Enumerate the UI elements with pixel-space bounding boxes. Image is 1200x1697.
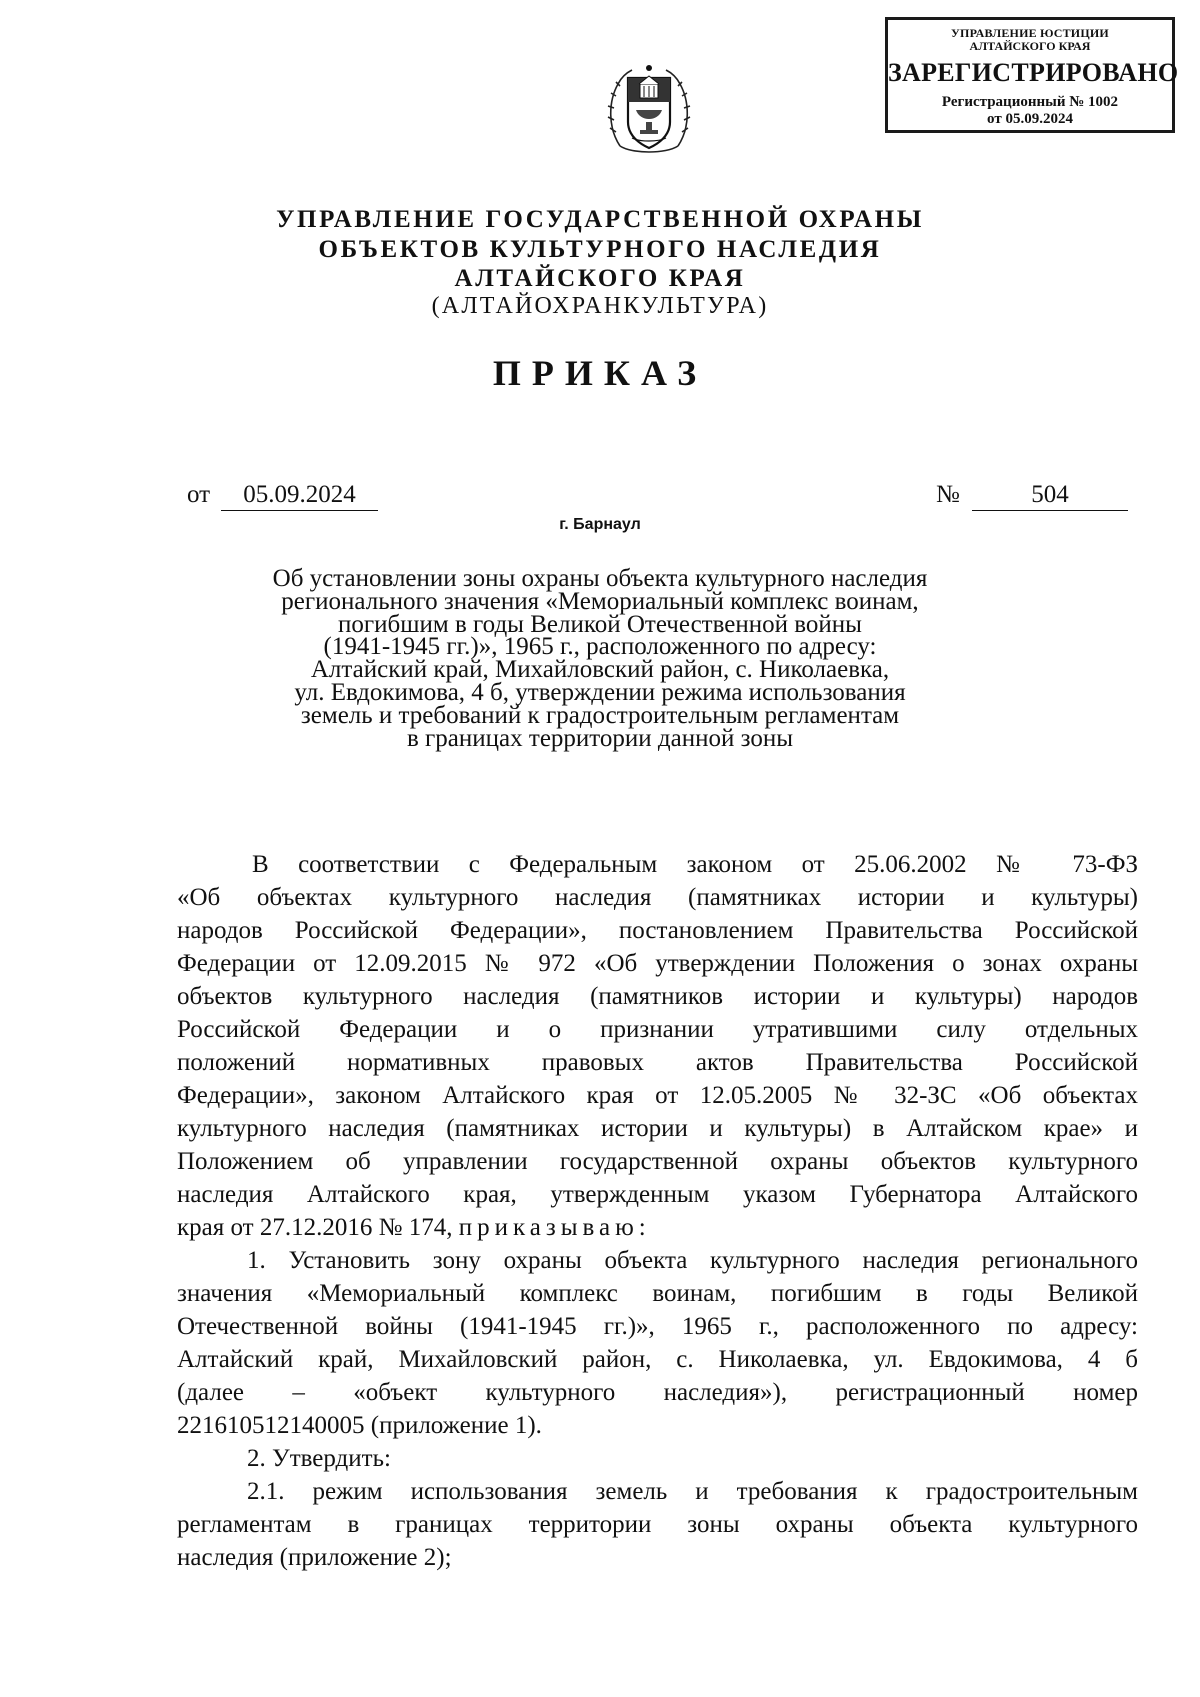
- body-line: (далее – «объект культурного наследия»), регистрационный номер: [177, 1379, 1138, 1406]
- agency-name-line2: ОБЪЕКТОВ КУЛЬТУРНОГО НАСЛЕДИЯ: [318, 236, 882, 263]
- body-line: наследия (приложение 2);: [177, 1544, 452, 1571]
- coat-of-arms-icon: [606, 62, 692, 160]
- body-line: 2.1. режим использования земель и требования к градостроительным: [247, 1478, 1138, 1505]
- body-line: Федерации», законом Алтайского края от 12.05.2005 № 32-ЗС «Об объектах: [177, 1082, 1138, 1109]
- subject-line: ул. Евдокимова, 4 б, утверждении режима использования: [294, 678, 906, 706]
- body-line: наследия Алтайского края, утвержденным указом Губернатора Алтайского: [177, 1181, 1138, 1208]
- body-line: Российской Федерации и о признании утратившими силу отдельных: [177, 1016, 1138, 1043]
- date-label: от: [187, 481, 211, 508]
- stamp-date: от 05.09.2024: [987, 111, 1073, 127]
- body-line: 221610512140005 (приложение 1).: [177, 1412, 542, 1439]
- document-subject: [0, 565, 1200, 752]
- subject-line: земель и требований к градостроительным регламентам: [300, 701, 900, 729]
- agency-name-line3: АЛТАЙСКОГО КРАЯ: [454, 265, 746, 292]
- body-line: В соответствии с Федеральным законом от 25.06.2002 № 73-ФЗ: [252, 851, 1138, 878]
- body-line: народов Российской Федерации», постановлением Правительства Российской: [177, 917, 1138, 944]
- body-line: Положением об управлении государственной охраны объектов культурного: [177, 1148, 1138, 1175]
- body-line: культурного наследия (памятниках истории и культуры) в Алтайском крае» и: [177, 1115, 1138, 1142]
- stamp-reg-number: Регистрационный № 1002: [941, 94, 1119, 110]
- document-date: 05.09.2024: [221, 480, 378, 511]
- subject-line: (1941-1945 гг.)», 1965 г., расположенного по адресу:: [323, 633, 877, 661]
- body-line: положений нормативных правовых актов Правительства Российской: [177, 1049, 1138, 1076]
- body-line: объектов культурного наследия (памятников истории и культуры) народов: [177, 983, 1138, 1010]
- subject-line: погибшим в годы Великой Отечественной войны: [338, 610, 862, 638]
- body-line: [177, 1211, 1138, 1244]
- document-type-title: ПРИКАЗ: [492, 353, 708, 393]
- stamp-authority-line1: УПРАВЛЕНИЕ ЮСТИЦИИ: [951, 26, 1109, 40]
- body-line: Федерации от 12.09.2015 № 972 «Об утверждении Положения о зонах охраны: [177, 950, 1138, 977]
- body-line: «Об объектах культурного наследия (памятниках истории и культуры): [177, 884, 1138, 911]
- agency-short-name: (АЛТАЙОХРАНКУЛЬТУРА): [431, 293, 769, 319]
- stamp-authority-line2: АЛТАЙСКОГО КРАЯ: [969, 39, 1091, 53]
- subject-line: в границах территории данной зоны: [407, 724, 793, 752]
- registration-stamp: [885, 17, 1179, 133]
- body-line: 1. Установить зону охраны объекта культурного наследия регионального: [247, 1247, 1138, 1274]
- order-word: приказываю:: [458, 1214, 651, 1241]
- agency-name-line1: УПРАВЛЕНИЕ ГОСУДАРСТВЕННОЙ ОХРАНЫ: [276, 206, 924, 233]
- city-name: г. Барнаул: [559, 516, 641, 533]
- document-body: [177, 848, 1138, 1574]
- stamp-title: ЗАРЕГИСТРИРОВАНО: [888, 58, 1179, 87]
- body-line-text: края от 27.12.2016 № 174,: [177, 1214, 459, 1241]
- document-number: 504: [972, 480, 1128, 511]
- subject-line: Об установлении зоны охраны объекта культурного наследия: [272, 565, 928, 592]
- body-line: Отечественной войны (1941-1945 гг.)», 1965 г., расположенного по адресу:: [177, 1313, 1138, 1340]
- body-line: 2. Утвердить:: [247, 1445, 391, 1472]
- number-label: №: [936, 481, 960, 508]
- body-line: регламентам в границах территории зоны охраны объекта культурного: [177, 1511, 1138, 1538]
- body-line: значения «Мемориальный комплекс воинам, погибшим в годы Великой: [177, 1280, 1138, 1307]
- body-line: Алтайский край, Михайловский район, с. Николаевка, ул. Евдокимова, 4 б: [177, 1346, 1138, 1373]
- subject-line: регионального значения «Мемориальный комплекс воинам,: [281, 587, 919, 615]
- subject-line: Алтайский край, Михайловский район, с. Николаевка,: [310, 656, 890, 684]
